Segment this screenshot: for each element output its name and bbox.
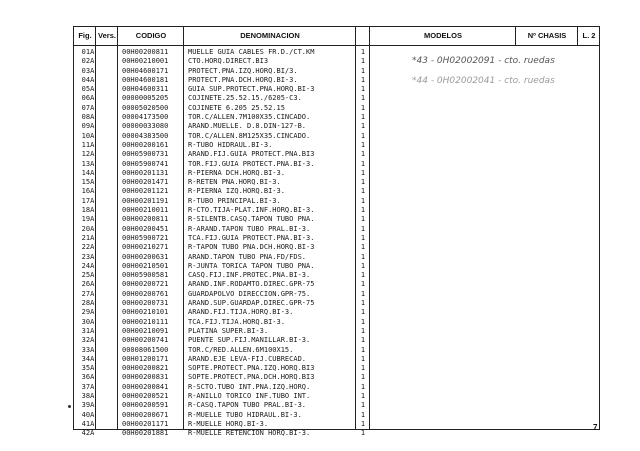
quantity-cell: 1 bbox=[360, 261, 366, 270]
denominacion-cell: PUENTE SUP.FIJ.MANILLAR.BI-3. bbox=[188, 336, 311, 345]
fig-cell: 18A bbox=[81, 206, 95, 215]
table-row bbox=[74, 253, 599, 262]
denominacion-cell: R-ANILLO TORICO INF.TUBO INT. bbox=[188, 391, 311, 400]
fig-cell: 28A bbox=[81, 299, 95, 308]
margin-mark bbox=[68, 405, 71, 408]
code-cell: 00H00200631 bbox=[122, 252, 169, 261]
quantity-cell: 1 bbox=[360, 345, 366, 354]
fig-cell: 17A bbox=[81, 196, 95, 205]
code-cell: 00H00201881 bbox=[122, 429, 169, 438]
code-cell: 00H05900581 bbox=[122, 271, 169, 280]
quantity-cell: 1 bbox=[360, 373, 366, 382]
table-row bbox=[74, 197, 599, 206]
fig-cell: 40A bbox=[81, 410, 95, 419]
denominacion-cell: R-RETEN PNA.HORQ.BI-3. bbox=[188, 178, 281, 187]
table-row bbox=[74, 94, 599, 103]
table-row bbox=[74, 299, 599, 308]
table-row bbox=[74, 67, 599, 76]
code-cell: 00H00200731 bbox=[122, 299, 169, 308]
table-row bbox=[74, 401, 599, 410]
code-cell: 00H00201471 bbox=[122, 178, 169, 187]
table-row bbox=[74, 364, 599, 373]
quantity-cell: 1 bbox=[360, 206, 366, 215]
denominacion-cell: ARAND.SUP.GUARDAP.DIREC.GPR-75 bbox=[188, 299, 315, 308]
quantity-cell: 1 bbox=[360, 168, 366, 177]
denominacion-cell: R-PIERNA DCH.HORQ.BI-3. bbox=[188, 168, 285, 177]
table-header bbox=[73, 26, 600, 46]
table-row bbox=[74, 373, 599, 382]
fig-cell: 13A bbox=[81, 159, 95, 168]
denominacion-cell: ARAND.FIJ.TIJA.HORQ.BI-3. bbox=[188, 308, 294, 317]
code-cell: 00H05900741 bbox=[122, 159, 169, 168]
quantity-cell: 1 bbox=[360, 48, 366, 56]
table-row bbox=[74, 187, 599, 196]
code-cell: 00H00210271 bbox=[122, 243, 169, 252]
quantity-cell: 1 bbox=[360, 140, 366, 149]
quantity-cell: 1 bbox=[360, 94, 366, 103]
table-row bbox=[74, 355, 599, 364]
code-cell: 00000005205 bbox=[122, 94, 169, 103]
denominacion-cell: TOR.FIJ.GUIA PROTECT.PNA.BI-3. bbox=[188, 159, 315, 168]
denominacion-cell: ARAND.FIJ.GUIA PROTECT.PNA.BI3 bbox=[188, 150, 315, 159]
column-divider bbox=[515, 26, 516, 46]
code-cell: 00H00210101 bbox=[122, 308, 169, 317]
code-cell: 00H00200811 bbox=[122, 215, 169, 224]
denominacion-cell: CTO.HORQ.DIRECT.BI3 bbox=[188, 57, 269, 66]
fig-cell: 36A bbox=[81, 373, 95, 382]
header-denominacion: DENOMINACION bbox=[240, 31, 300, 40]
fig-cell: 31A bbox=[81, 326, 95, 335]
denominacion-cell: R-MUELLE RETENCION HORQ.BI-3. bbox=[188, 429, 311, 438]
header-codigo: CODIGO bbox=[135, 31, 167, 40]
code-cell: 00H00200761 bbox=[122, 289, 169, 298]
fig-cell: 20A bbox=[81, 224, 95, 233]
code-cell: 00H00210001 bbox=[122, 57, 169, 66]
fig-cell: 29A bbox=[81, 308, 95, 317]
denominacion-cell: TOR.C/RED.ALLEN.6M100X15. bbox=[188, 345, 294, 354]
quantity-cell: 1 bbox=[360, 289, 366, 298]
code-cell: 00H04600311 bbox=[122, 85, 169, 94]
quantity-cell: 1 bbox=[360, 280, 366, 289]
table-row bbox=[74, 420, 599, 429]
code-cell: 00H00200161 bbox=[122, 140, 169, 149]
fig-cell: 08A bbox=[81, 113, 95, 122]
table-row bbox=[74, 169, 599, 178]
quantity-cell: 1 bbox=[360, 215, 366, 224]
code-cell: 00005020500 bbox=[122, 103, 169, 112]
code-cell: 00H00210091 bbox=[122, 326, 169, 335]
code-cell: 00H00201131 bbox=[122, 168, 169, 177]
quantity-cell: 1 bbox=[360, 391, 366, 400]
fig-cell: 09A bbox=[81, 122, 95, 131]
quantity-cell: 1 bbox=[360, 429, 366, 438]
quantity-cell: 1 bbox=[360, 410, 366, 419]
denominacion-cell: R-TUBO PRINCIPAL.BI-3. bbox=[188, 196, 281, 205]
table-row bbox=[74, 160, 599, 169]
code-cell: 00H00200821 bbox=[122, 364, 169, 373]
code-cell: 00000033080 bbox=[122, 122, 169, 131]
table-row bbox=[74, 308, 599, 317]
quantity-cell: 1 bbox=[360, 382, 366, 391]
denominacion-cell: TCA.FIJ.GUIA PROTECT.PNA.BI-3. bbox=[188, 233, 315, 242]
denominacion-cell: R-CASQ.TAPON TUBO PRAL.BI-3. bbox=[188, 401, 307, 410]
table-row bbox=[74, 336, 599, 345]
denominacion-cell: GUARDAPOLVO DIRECCION.GPR-75. bbox=[188, 289, 311, 298]
fig-cell: 06A bbox=[81, 94, 95, 103]
code-cell: 00H00200741 bbox=[122, 336, 169, 345]
table-row bbox=[74, 262, 599, 271]
fig-cell: 25A bbox=[81, 271, 95, 280]
table-row bbox=[74, 234, 599, 243]
denominacion-cell: R-TAPON TUBO PNA.DCH.HORQ.BI-3 bbox=[188, 243, 315, 252]
fig-cell: 02A bbox=[81, 57, 95, 66]
table-row bbox=[74, 215, 599, 224]
quantity-cell: 1 bbox=[360, 326, 366, 335]
header-chasis: Nº CHASIS bbox=[527, 31, 567, 40]
fig-cell: 30A bbox=[81, 317, 95, 326]
fig-cell: 32A bbox=[81, 336, 95, 345]
code-cell: 00004383500 bbox=[122, 131, 169, 140]
denominacion-cell: CASQ.FIJ.INF.PROTEC.PNA.BI-3. bbox=[188, 271, 311, 280]
code-cell: 00008061500 bbox=[122, 345, 169, 354]
table-row bbox=[74, 383, 599, 392]
fig-cell: 37A bbox=[81, 382, 95, 391]
quantity-cell: 1 bbox=[360, 364, 366, 373]
code-cell: 00H04600171 bbox=[122, 66, 169, 75]
fig-cell: 34A bbox=[81, 354, 95, 363]
fig-cell: 05A bbox=[81, 85, 95, 94]
quantity-cell: 1 bbox=[360, 252, 366, 261]
code-cell: 00H00200451 bbox=[122, 224, 169, 233]
quantity-cell: 1 bbox=[360, 271, 366, 280]
table-row bbox=[74, 318, 599, 327]
denominacion-cell: SOPTE.PROTECT.PNA.DCH.HORQ.BI3 bbox=[188, 373, 315, 382]
fig-cell: 21A bbox=[81, 233, 95, 242]
denominacion-cell: ARAND.MUELLE. D.8.DIN-127-B. bbox=[188, 122, 307, 131]
table-row bbox=[74, 141, 599, 150]
denominacion-cell: R-JUNTA TORICA TAPON TUBO PNA. bbox=[188, 261, 315, 270]
code-cell: 00H00201121 bbox=[122, 187, 169, 196]
table-row bbox=[74, 206, 599, 215]
denominacion-cell: ARAND.TAPON TUBO PNA.FD/FDS. bbox=[188, 252, 307, 261]
quantity-cell: 1 bbox=[360, 113, 366, 122]
fig-cell: 41A bbox=[81, 419, 95, 428]
table-row bbox=[74, 113, 599, 122]
code-cell: 00H00200671 bbox=[122, 410, 169, 419]
table-row bbox=[74, 85, 599, 94]
header-fig: Fig. bbox=[78, 31, 92, 40]
quantity-cell: 1 bbox=[360, 150, 366, 159]
quantity-cell: 1 bbox=[360, 299, 366, 308]
denominacion-cell: R-ARAND.TAPON TUBO PRAL.BI-3. bbox=[188, 224, 311, 233]
quantity-cell: 1 bbox=[360, 317, 366, 326]
table-row bbox=[74, 327, 599, 336]
header-modelos: MODELOS bbox=[424, 31, 462, 40]
table-row bbox=[74, 243, 599, 252]
denominacion-cell: COJINETE 6.205 25.52.15 bbox=[188, 103, 285, 112]
fig-cell: 01A bbox=[81, 48, 95, 56]
denominacion-cell: ARAND.INF.RODAMTO.DIREC.GPR-75 bbox=[188, 280, 315, 289]
quantity-cell: 1 bbox=[360, 57, 366, 66]
fig-cell: 35A bbox=[81, 364, 95, 373]
fig-cell: 19A bbox=[81, 215, 95, 224]
code-cell: 00H00200831 bbox=[122, 373, 169, 382]
code-cell: 00H05900731 bbox=[122, 150, 169, 159]
fig-cell: 23A bbox=[81, 252, 95, 261]
code-cell: 00H00201191 bbox=[122, 196, 169, 205]
quantity-cell: 1 bbox=[360, 224, 366, 233]
fig-cell: 07A bbox=[81, 103, 95, 112]
code-cell: 00H00210501 bbox=[122, 261, 169, 270]
denominacion-cell: R-SCTO.TUBO INT.PNA.IZQ.HORQ. bbox=[188, 382, 311, 391]
quantity-cell: 1 bbox=[360, 131, 366, 140]
table-row bbox=[74, 132, 599, 141]
table-row bbox=[74, 225, 599, 234]
parts-rows bbox=[74, 48, 599, 438]
denominacion-cell: PROTECT.PNA.IZQ.HORQ.BI/3. bbox=[188, 66, 298, 75]
page-number: 7 bbox=[593, 423, 598, 432]
fig-cell: 24A bbox=[81, 261, 95, 270]
table-row bbox=[74, 280, 599, 289]
handwritten-note: *44 - 0H02002041 - cto. ruedas bbox=[412, 76, 555, 86]
fig-cell: 03A bbox=[81, 66, 95, 75]
quantity-cell: 1 bbox=[360, 336, 366, 345]
denominacion-cell: GUIA SUP.PROTECT.PNA.HORQ.BI-3 bbox=[188, 85, 315, 94]
handwritten-note: *43 - 0H02002091 - cto. ruedas bbox=[412, 56, 555, 66]
quantity-cell: 1 bbox=[360, 66, 366, 75]
quantity-cell: 1 bbox=[360, 75, 366, 84]
code-cell: 00H00210111 bbox=[122, 317, 169, 326]
fig-cell: 27A bbox=[81, 289, 95, 298]
denominacion-cell: R-PIERNA IZQ.HORQ.BI-3. bbox=[188, 187, 285, 196]
code-cell: 00H00200591 bbox=[122, 401, 169, 410]
table-row bbox=[74, 104, 599, 113]
fig-cell: 39A bbox=[81, 401, 95, 410]
fig-cell: 04A bbox=[81, 75, 95, 84]
fig-cell: 42A bbox=[81, 429, 95, 438]
quantity-cell: 1 bbox=[360, 401, 366, 410]
denominacion-cell: COJINETE.25.52.15./6205-C3. bbox=[188, 94, 302, 103]
denominacion-cell: R-SILENTB.CASQ.TAPON TUBO PNA. bbox=[188, 215, 315, 224]
code-cell: 00H00200521 bbox=[122, 391, 169, 400]
code-cell: 00004173500 bbox=[122, 113, 169, 122]
quantity-cell: 1 bbox=[360, 122, 366, 131]
denominacion-cell: R-MUELLE TUBO HIDRAUL.BI-3. bbox=[188, 410, 302, 419]
code-cell: 00H00210011 bbox=[122, 206, 169, 215]
denominacion-cell: MUELLE GUIA CABLES FR.D./CT.KM bbox=[188, 48, 315, 56]
table-row bbox=[74, 150, 599, 159]
fig-cell: 15A bbox=[81, 178, 95, 187]
table-row bbox=[74, 122, 599, 131]
quantity-cell: 1 bbox=[360, 196, 366, 205]
fig-cell: 26A bbox=[81, 280, 95, 289]
code-cell: 00H00200811 bbox=[122, 48, 169, 56]
table-row bbox=[74, 429, 599, 438]
fig-cell: 16A bbox=[81, 187, 95, 196]
code-cell: 00H00201171 bbox=[122, 419, 169, 428]
denominacion-cell: SOPTE.PROTECT.PNA.IZQ.HORQ.BI3 bbox=[188, 364, 315, 373]
denominacion-cell: PROTECT.PNA.DCH.HORQ.BI-3. bbox=[188, 75, 298, 84]
quantity-cell: 1 bbox=[360, 85, 366, 94]
table-row bbox=[74, 346, 599, 355]
table-row bbox=[74, 411, 599, 420]
denominacion-cell: R-MUELLE HORQ.BI-3. bbox=[188, 419, 269, 428]
header-vers: Vers. bbox=[98, 31, 116, 40]
table-row bbox=[74, 290, 599, 299]
quantity-cell: 1 bbox=[360, 308, 366, 317]
quantity-cell: 1 bbox=[360, 419, 366, 428]
table-row bbox=[74, 178, 599, 187]
code-cell: 00H01200171 bbox=[122, 354, 169, 363]
header-sheet: L. 2 bbox=[582, 31, 596, 40]
fig-cell: 14A bbox=[81, 168, 95, 177]
quantity-cell: 1 bbox=[360, 103, 366, 112]
column-divider bbox=[577, 26, 578, 46]
table-row bbox=[74, 392, 599, 401]
code-cell: 00H00200721 bbox=[122, 280, 169, 289]
code-cell: 00H00200841 bbox=[122, 382, 169, 391]
code-cell: 00H05900721 bbox=[122, 233, 169, 242]
fig-cell: 33A bbox=[81, 345, 95, 354]
fig-cell: 12A bbox=[81, 150, 95, 159]
fig-cell: 38A bbox=[81, 391, 95, 400]
denominacion-cell: R-CTO.TIJA-PLAT.INF.HORQ.BI-3. bbox=[188, 206, 315, 215]
fig-cell: 11A bbox=[81, 140, 95, 149]
table-row bbox=[74, 271, 599, 280]
denominacion-cell: TOR.C/ALLEN.8M125X35.CINCADO. bbox=[188, 131, 311, 140]
denominacion-cell: R-TUBO HIDRAUL.BI-3. bbox=[188, 140, 273, 149]
quantity-cell: 1 bbox=[360, 233, 366, 242]
denominacion-cell: TOR.C/ALLEN.7M100X35.CINCADO. bbox=[188, 113, 311, 122]
denominacion-cell: TCA.FIJ.TIJA.HORQ.BI-3. bbox=[188, 317, 285, 326]
quantity-cell: 1 bbox=[360, 187, 366, 196]
quantity-cell: 1 bbox=[360, 178, 366, 187]
denominacion-cell: ARAND.EJE LEVA-FIJ.CUBRECAD. bbox=[188, 354, 307, 363]
quantity-cell: 1 bbox=[360, 354, 366, 363]
code-cell: 00H04600181 bbox=[122, 75, 169, 84]
fig-cell: 10A bbox=[81, 131, 95, 140]
denominacion-cell: PLATINA SUPER.BI-3. bbox=[188, 326, 269, 335]
fig-cell: 22A bbox=[81, 243, 95, 252]
quantity-cell: 1 bbox=[360, 159, 366, 168]
quantity-cell: 1 bbox=[360, 243, 366, 252]
